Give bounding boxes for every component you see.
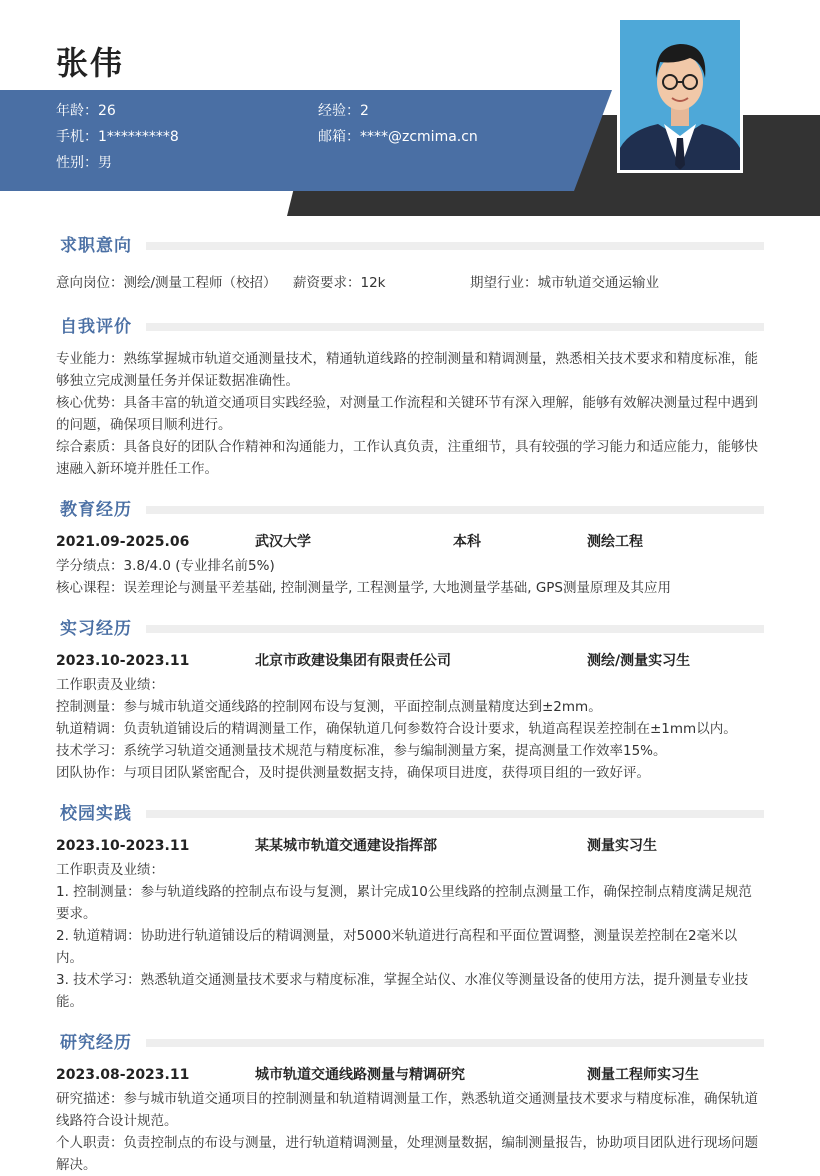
education-gpa: 学分绩点：3.8/4.0 (专业排名前5%) <box>56 558 275 574</box>
campus-org: 某某城市轨道交通建设指挥部 <box>255 838 437 854</box>
age-info: 年龄：26 <box>56 103 116 119</box>
research-line: 研究描述：参与城市轨道交通项目的控制测量和轨道精调测量工作，熟悉轨道交通测量技术要求与精度标准，确保轨道线路符合设计规范。 <box>56 1091 758 1129</box>
self-eval-paragraph: 核心优势：具备丰富的轨道交通项目实践经验，对测量工作流程和关键环节有深入理解，能够有效解决测量过程中遇到的问题，确保项目顺利进行。 <box>56 395 758 433</box>
section-divider <box>146 625 764 633</box>
section-title-campus: 校园实践 <box>60 804 132 824</box>
section-title-intent: 求职意向 <box>60 236 132 256</box>
internship-role: 测绘/测量实习生 <box>587 653 691 669</box>
section-header-internship <box>60 618 764 640</box>
section-header-education <box>60 499 764 521</box>
campus-line: 2. 轨道精调：协助进行轨道铺设后的精调测量，对5000米轨道进行高程和平面位置调整，测量误差控制在2毫米以内。 <box>56 928 738 966</box>
intent-industry: 期望行业：城市轨道交通运输业 <box>470 275 659 291</box>
campus-period: 2023.10-2023.11 <box>56 838 190 854</box>
internship-line: 轨道精调：负责轨道铺设后的精调测量工作，确保轨道几何参数符合设计要求，轨道高程误差控制在±1mm以内。 <box>56 721 737 737</box>
intent-position: 意向岗位：测绘/测量工程师（校招） <box>56 275 277 291</box>
avatar-portrait <box>620 20 740 170</box>
education-school: 武汉大学 <box>255 534 311 550</box>
section-header-self <box>60 316 764 338</box>
research-project: 城市轨道交通线路测量与精调研究 <box>255 1067 465 1083</box>
section-divider <box>146 242 764 250</box>
section-header-research <box>60 1032 764 1054</box>
education-major: 测绘工程 <box>587 534 643 550</box>
section-divider <box>146 810 764 818</box>
intent-salary: 薪资要求：12k <box>293 275 386 291</box>
section-divider <box>146 323 764 331</box>
candidate-name: 张伟 <box>56 44 125 82</box>
section-title-research: 研究经历 <box>60 1033 132 1053</box>
section-divider <box>146 506 764 514</box>
section-header-campus <box>60 803 764 825</box>
education-courses: 核心课程：误差理论与测量平差基础, 控制测量学, 工程测量学, 大地测量学基础, GPS测量原理及其应用 <box>56 580 672 596</box>
gender-info: 性别：男 <box>56 155 112 171</box>
campus-role: 测量实习生 <box>587 838 657 854</box>
email-info: 邮箱：****@zcmima.cn <box>318 129 478 145</box>
internship-period: 2023.10-2023.11 <box>56 653 190 669</box>
education-degree: 本科 <box>453 534 481 550</box>
campus-line: 3. 技术学习：熟悉轨道交通测量技术要求与精度标准，掌握全站仪、水准仪等测量设备的使用方法，提升测量专业技能。 <box>56 972 749 1010</box>
section-title-self: 自我评价 <box>60 317 132 337</box>
campus-line: 工作职责及业绩： <box>56 862 164 878</box>
section-title-education: 教育经历 <box>60 500 132 520</box>
experience-info: 经验：2 <box>318 103 369 119</box>
research-period: 2023.08-2023.11 <box>56 1067 190 1083</box>
internship-line: 工作职责及业绩： <box>56 677 164 693</box>
self-eval-paragraph: 专业能力：熟练掌握城市轨道交通测量技术，精通轨道线路的控制测量和精调测量，熟悉相关技术要求和精度标准，能够独立完成测量任务并保证数据准确性。 <box>56 351 758 389</box>
internship-company: 北京市政建设集团有限责任公司 <box>255 653 451 669</box>
profile-photo <box>617 17 743 173</box>
education-period: 2021.09-2025.06 <box>56 534 190 550</box>
internship-line: 团队协作：与项目团队紧密配合，及时提供测量数据支持，确保项目进度，获得项目组的一致好评。 <box>56 765 650 781</box>
section-header-intent <box>60 235 764 257</box>
research-line: 个人职责：负责控制点的布设与测量，进行轨道精调测量，处理测量数据，编制测量报告，协助项目团队进行现场问题解决。 <box>56 1135 758 1173</box>
phone-info: 手机：1*********8 <box>56 129 179 145</box>
internship-line: 控制测量：参与城市轨道交通线路的控制网布设与复测，平面控制点测量精度达到±2mm。 <box>56 699 602 715</box>
section-divider <box>146 1039 764 1047</box>
research-role: 测量工程师实习生 <box>587 1067 699 1083</box>
campus-line: 1. 控制测量：参与轨道线路的控制点布设与复测，累计完成10公里线路的控制点测量工作，确保控制点精度满足规范要求。 <box>56 884 752 922</box>
internship-line: 技术学习：系统学习轨道交通测量技术规范与精度标准，参与编制测量方案，提高测量工作效率15%。 <box>56 743 667 759</box>
self-eval-paragraph: 综合素质：具备良好的团队合作精神和沟通能力，工作认真负责，注重细节，具有较强的学习能力和适应能力，能够快速融入新环境并胜任工作。 <box>56 439 758 477</box>
section-title-internship: 实习经历 <box>60 619 132 639</box>
